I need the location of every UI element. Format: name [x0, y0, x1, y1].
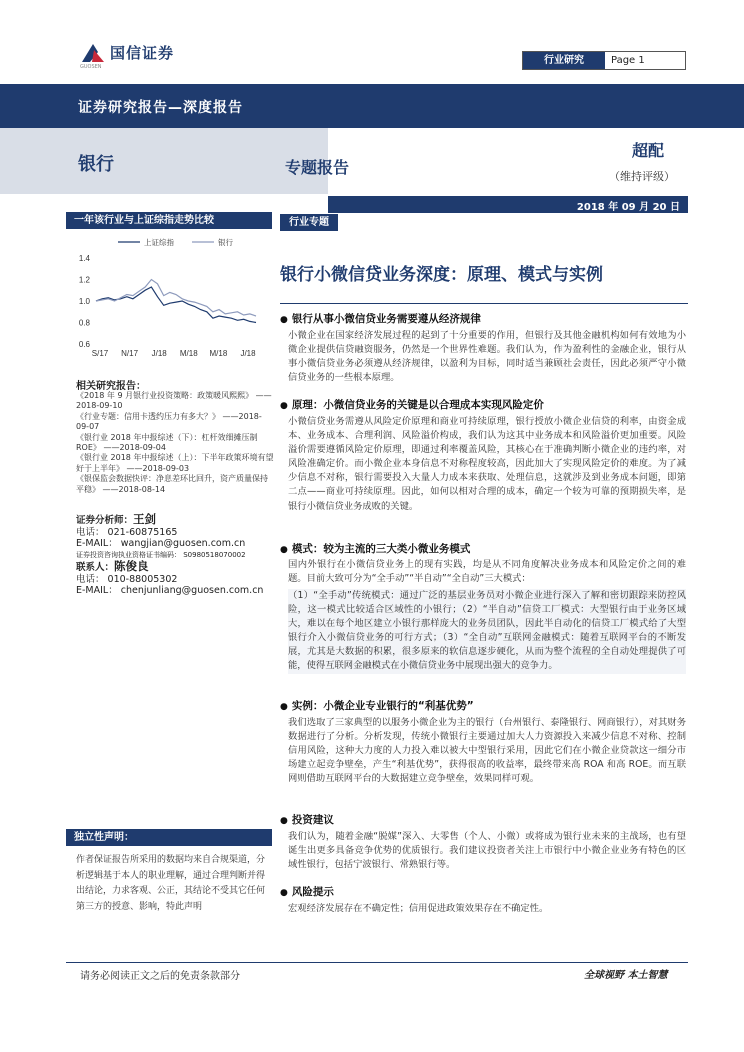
section-paragraph: 我们认为，随着金融“脱媒”深入、大零售（个人、小微）或将成为银行业未来的主战场，也有望诞生出更多具备竞争优势的优质银行。我们建议投资者关注上市银行中小微企业业务有特色的区域性银行，包括宁波银行、常熟银行等。	[288, 831, 686, 871]
logo-text: 国信证券	[110, 44, 175, 62]
logo-subtext: GUOSEN	[80, 64, 102, 70]
report-band-title: 证券研究报告—深度报告	[78, 100, 243, 116]
related-report-item[interactable]: 《银行业 2018 年中报综述（下）：杠杆效细摊压制 ROE》 ——2018-09-04	[76, 432, 258, 453]
trend-chart	[66, 232, 272, 372]
section-paragraph: 小微企业在国家经济发展过程的起到了十分重要的作用，但银行及其他金融机构如何有效地为小微企业提供信贷融资服务，仍然是一个世界性难题。我们认为，作为盈利性的金融企业，银行从事小微信贷业务必须遵从经济规律，以盈利为目标，同时适当兼顾社会责任，因此必须严守小微信贷业务的一些根本原理。	[288, 330, 686, 384]
report-band	[0, 84, 744, 128]
x-tick-label: S/17	[91, 349, 109, 358]
section-heading: ● 投资建议	[280, 812, 334, 827]
independence-title: 独立性声明：	[66, 829, 272, 846]
related-report-item[interactable]: 《银行业 2018 年中报综述（上）：下半年政策环境有望好于上半年》 ——2018-09-03	[76, 453, 274, 473]
tag-industry-research: 行业研究	[523, 52, 605, 69]
y-tick-label: 1.2	[78, 275, 90, 285]
page-number: Page 1	[611, 55, 645, 66]
guosen-logo-icon	[80, 40, 106, 64]
y-tick-label: 0.6	[78, 340, 90, 349]
x-tick-label: J/18	[240, 349, 256, 358]
footer-disclaimer: 请务必阅读正文之后的免责条款部分	[80, 971, 240, 982]
section-heading: ● 原理：小微信贷业务的关键是以合理成本实现风险定价	[280, 397, 544, 412]
date-bar	[328, 196, 688, 213]
series-line	[96, 287, 256, 323]
footer-slogan: 全球视野 本土智慧	[584, 970, 668, 981]
report-type: 专题报告	[285, 158, 350, 177]
footer-divider	[66, 962, 688, 963]
section-tag: 行业专题	[280, 214, 338, 231]
section-heading: ● 模式：较为主流的三大类小微业务模式	[280, 541, 470, 556]
models-box: （1）“全手动”传统模式：通过广泛的基层业务员对小微企业进行深入了解和密切跟踪来防控风险，这一模式比较适合区域性的小银行；（2）“半自动”信贷工厂模式：大型银行由于业务区域大，难以在每个地区建立小银行那样庞大的业务员团队，因此半自动化的信贷工厂模式给了大型银行介入小微信贷业务的可行方式；（3）“全自动”互联网金融模式：随着互联网平台的不断发展，尤其是大数据的积累，很多原来的软信息逐步硬化，从而为整个流程的全自动处理提供了可能，使得互联网金融模式在小微信贷业务中展现出强大的竞争力。	[288, 589, 686, 674]
legend-label: 上证综指	[144, 238, 174, 247]
analyst-name: 王剑	[133, 512, 157, 526]
report-title: 银行小微信贷业务深度：原理、模式与实例	[280, 265, 603, 285]
report-date: 2018 年 09 月 20 日	[576, 202, 680, 213]
contact-label: 联系人：	[76, 562, 115, 573]
section-paragraph: 小微信贷业务需遵从风险定价原理和商业可持续原理，银行授放小微企业信贷的利率，由资金成本、业务成本、合理利润、风险溢价构成，我们认为这其中业务成本和风险溢价更加重要。风险溢价需要遵循风险定价原理，即通过利率覆盖风险，其核心在于准确判断小微企业的违约率，对风险准确定价。而小微企业本身信息不对称程度较高，因此加大了实现风险定价的难度。为了减少信息不对称，银行需要投入大量人力成本来获取、处理信息，这就涉及到业务成本问题，即第二点——商业可持续原理。因此，如何以相对合理的成本，确定一个较为可靠的预期损失率，是银行小微信贷业务成败的关键。	[288, 416, 686, 512]
legend-label: 银行	[218, 238, 233, 247]
analyst-certificate: 证券投资咨询执业资格证书编码： S0980518070002	[76, 550, 246, 559]
title-divider	[280, 303, 688, 304]
analyst-label: 证券分析师：	[76, 515, 134, 526]
x-tick-label: J/18	[151, 349, 167, 358]
analyst-block	[76, 514, 276, 597]
related-reports-list	[76, 391, 274, 495]
contact-phone: 电话： 010-88005302	[76, 573, 178, 585]
section-heading: ● 实例：小微企业专业银行的“利基优势”	[280, 698, 474, 713]
header-tag	[522, 51, 686, 70]
x-tick-label: M/18	[209, 349, 228, 358]
y-tick-label: 1.4	[78, 254, 90, 263]
series-line	[96, 280, 256, 317]
analyst-phone: 电话： 021-60875165	[76, 526, 178, 538]
section-heading: ● 银行从事小微信贷业务需要遵从经济规律	[280, 311, 481, 326]
rating: 超配	[632, 141, 665, 160]
section-paragraph: 我们选取了三家典型的以服务小微企业为主的银行（台州银行、泰隆银行、网商银行），对其财务数据进行了分析。分析发现，传统小微银行主要通过加大人力资源投入来减少信息不对称、控制信用风险，这种大力度的人力投入难以被大中型银行采用，因此它们在小微企业贷款这一细分市场建立起竞争壁垒，产生“利基优势”，获得很高的收益率，最终带来高 ROA 和高 ROE。而互联网则借助互联网平台的大数据建立竞争壁垒，效果同样可观。	[288, 717, 686, 785]
contact-email[interactable]: E-MAIL： chenjunliang@guosen.com.cn	[76, 585, 264, 596]
related-report-item[interactable]: 《银保监会数据快评：净息差环比回升，资产质量保持平稳》 ——2018-08-14	[76, 474, 268, 494]
industry-panel	[0, 128, 272, 194]
section-paragraph: 宏观经济发展存在不确定性；信用促进政策效果存在不确定性。	[288, 903, 549, 914]
related-report-item[interactable]: 《2018 年 9 月银行业投资策略：政策暖风熙熙》 ——2018-09-10	[76, 391, 272, 411]
analyst-email[interactable]: E-MAIL： wangjian@guosen.com.cn	[76, 538, 246, 549]
chart-box-title: 一年该行业与上证综指走势比较	[66, 212, 272, 229]
rating-note: （维持评级）	[609, 170, 675, 183]
section-paragraph: 国内外银行在小微信贷业务上的现有实践，均是从不同角度解决业务成本和风险定价之间的难题。目前大致可分为“全手动”“半自动”“全自动”三大模式：	[288, 559, 686, 585]
y-tick-label: 1.0	[78, 297, 90, 306]
contact-name: 陈俊良	[114, 559, 149, 573]
x-tick-label: M/18	[179, 349, 198, 358]
industry-name: 银行	[78, 154, 114, 175]
related-report-item[interactable]: 《行业专题：信用卡透约压力有多大？》 ——2018-09-07	[76, 411, 262, 432]
y-tick-label: 0.8	[78, 318, 90, 328]
related-reports-title: 相关研究报告：	[76, 381, 146, 392]
section-heading: ● 风险提示	[280, 884, 334, 899]
independence-text: 作者保证报告所采用的数据均来自合规渠道，分析逻辑基于本人的职业理解，通过合理判断并得出结论，力求客观、公正，其结论不受其它任何第三方的授意、影响，特此声明	[76, 855, 266, 912]
x-tick-label: N/17	[121, 349, 139, 358]
